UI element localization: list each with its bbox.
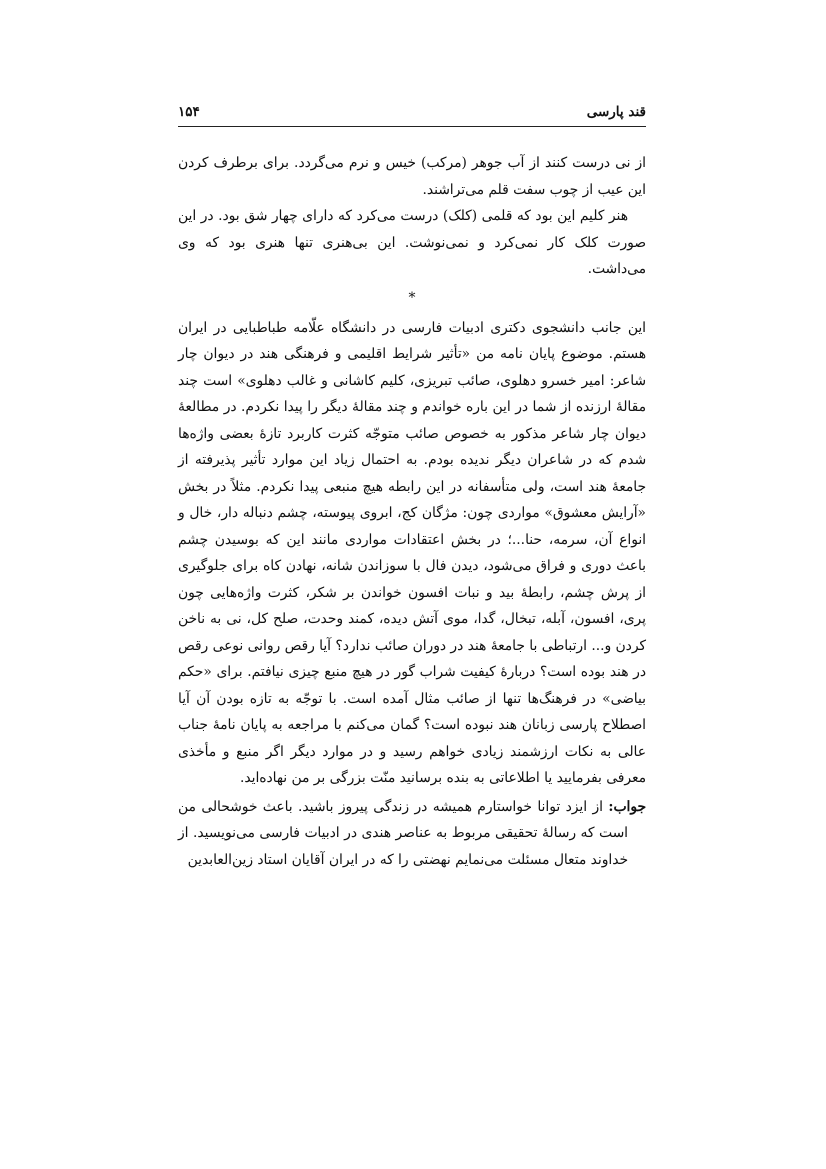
running-title: قند پارسی bbox=[586, 104, 646, 120]
page-number: ۱۵۴ bbox=[178, 104, 200, 120]
page-body bbox=[178, 150, 646, 873]
answer-text: از ایزد توانا خواستارم همیشه در زندگی پیروز باشید. باعث خوشحالی من است که رسالهٔ تحقیقی مربوط به عناصر هندی در ادبیات فارسی می‌نویسید. از خداوند متعال مسئلت می‌نمایم نهضتی را که در ایران آقایان استاد زین‌العابدین bbox=[178, 798, 628, 868]
paragraph-reed-pen: از نی درست کنند از آب جوهر (مرکب) خیس و نرم می‌گردد. برای برطرف کردن این عیب از چوب سفت قلم می‌تراشند. bbox=[178, 155, 646, 198]
paragraph-student-letter: این جانب دانشجوی دکتری ادبیات فارسی در دانشگاه علّامه طباطبایی در ایران هستم. موضوع پایان نامه من «تأثیر شرایط اقلیمی و فرهنگی هند در دیوان چار شاعر: امیر خسرو دهلوی، صائب تبریزی، کلیم کاشانی و غالب دهلوی» است چند مقالهٔ ارزنده از شما در این باره خواندم و چند مقالهٔ دیگر را پیدا نکردم. در مطالعهٔ دیوان چار شاعر مذکور به خصوص صائب متوجّه کثرت کاربرد تازهٔ بعضی واژه‌ها شدم که در شاعران دیگر ندیده بودم. به احتمال زیاد این موارد تأثیر پذیرفته از جامعهٔ هند است، ولی متأسفانه در این رابطه هیچ منبعی پیدا نکردم. مثلاً در بخش «آرایش معشوق» مواردی چون: مژگان کج، ابروی پیوسته، چشم دنباله دار، خال و انواع آن، سرمه، حنا...؛ در بخش اعتقادات مواردی مانند این که بوسیدن چشم باعث دوری و فراق می‌شود، دیدن فال با سوزاندن شانه، نهادن کاه برای جلوگیری از پرش چشم، رابطهٔ بید و نبات افسون خواندن بر شکر، کثرت واژه‌هایی چون پری، افسون، آبله، تبخال، گدا، موی آتش دیده، کمند وحدت، صلح کل، نی به ناخن کردن و... ارتباطی با جامعهٔ هند در دوران صائب ندارد؟ آیا رقص روانی نوعی رقص در هند بوده است؟ دربارهٔ کیفیت شراب گور در هیچ منبع چیزی نیافتم. برای «حکم بیاضی» در فرهنگ‌ها تنها از صائب مثال آمده است. با توجّه به تازه بودن آن آیا اصطلاح پارسی زبانان هند نبوده است؟ گمان می‌کنم با مراجعه به پایان نامهٔ جناب عالی به نکات ارزشمند زیادی خواهم رسید و در موارد دیگر اگر منبع و مأخذی معرفی بفرمایید یا اطلاعاتی به بنده برسانید منّت بزرگی بر من نهاده‌اید. bbox=[178, 319, 646, 786]
page-header bbox=[178, 100, 646, 127]
answer-paragraph bbox=[178, 794, 646, 874]
answer-label: جواب: bbox=[608, 798, 646, 815]
paragraph-kalim-art: هنر کلیم این بود که قلمی (کلک) درست می‌کرد که دارای چهار شق بود. در این صورت کلک کار نمی‌کرد و نمی‌نوشت. این بی‌هنری تنها هنری بود که وی می‌داشت. bbox=[178, 208, 646, 277]
section-divider-asterisk: * bbox=[408, 289, 416, 306]
